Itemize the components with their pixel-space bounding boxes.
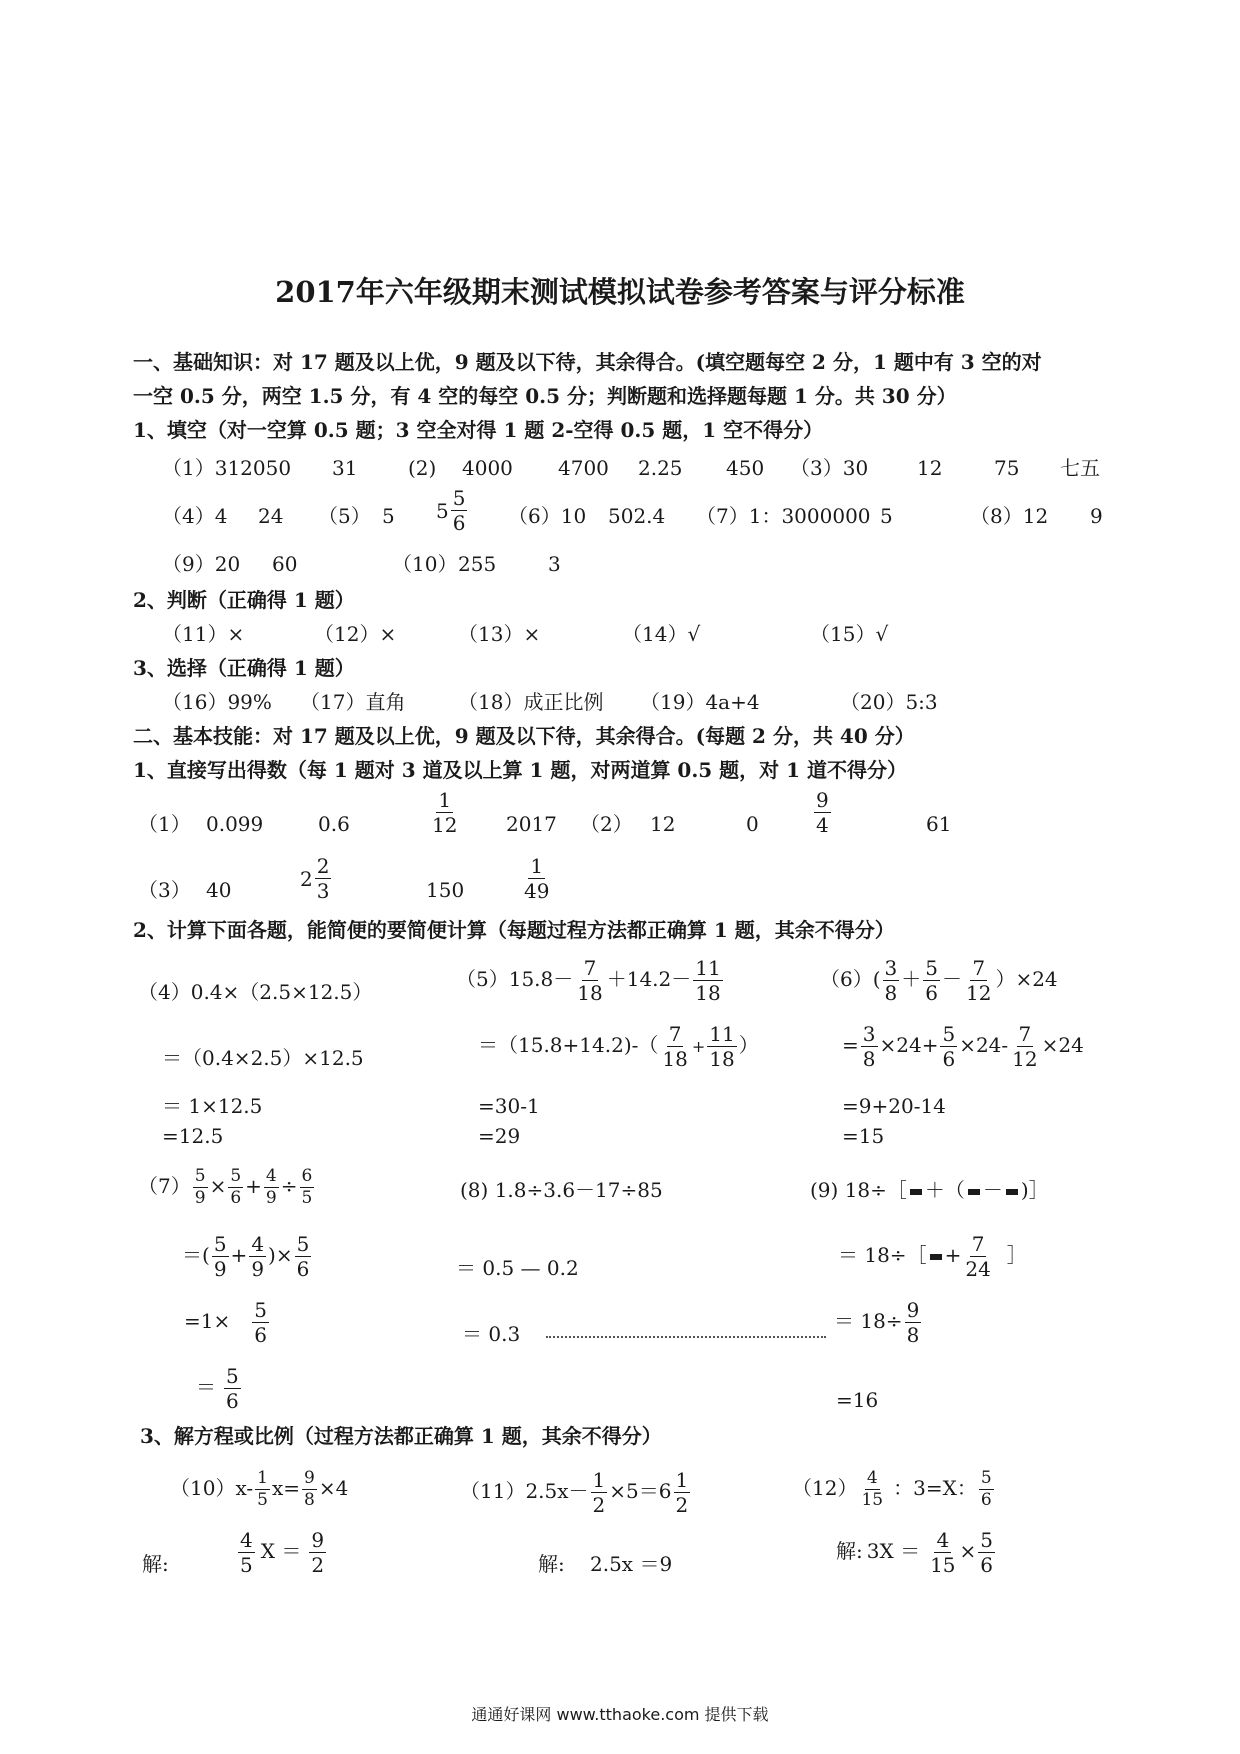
- choice-answer: （16）99%: [162, 690, 272, 714]
- judge-answer: （14）√: [622, 622, 701, 646]
- calculation-heading: 2、计算下面各题，能简便的要简便计算（每题过程方法都正确算 1 题，其余不得分）: [133, 918, 895, 942]
- problem-4-step: ＝（0.4×2.5）×12.5: [162, 1046, 364, 1070]
- fill-answer: （7）1：3000000: [696, 504, 871, 528]
- fill-answer: 12: [917, 456, 943, 480]
- fill-answer: （9）20: [162, 552, 241, 576]
- problem-10-step: $\frac{4}{5}$ X ＝ $\frac{9}{2}$: [240, 1528, 325, 1577]
- problem-11-step: 2.5x ＝9: [590, 1552, 673, 1576]
- judge-answer: （15）√: [810, 622, 889, 646]
- section1-heading-line1: 一、基础知识：对 17 题及以上优，9 题及以下待，其余得合。(填空题每空 2 分，1 题中有 3 空的对: [133, 350, 1042, 374]
- fill-answer: 255: [458, 552, 497, 576]
- equation-heading: 3、解方程或比例（过程方法都正确算 1 题，其余不得分）: [140, 1424, 662, 1448]
- direct-answer: （2）: [580, 812, 633, 836]
- fill-answer: 七五: [1060, 456, 1100, 480]
- problem-5-step: =29: [478, 1124, 521, 1148]
- fill-answer: 450: [726, 456, 765, 480]
- page-title: 2017年六年级期末测试模拟试卷参考答案与评分标准: [275, 275, 965, 309]
- fill-answer: （3）30: [790, 456, 869, 480]
- problem-8-step: ＝ 0.5 — 0.2: [456, 1256, 579, 1280]
- problem-10-solution-label: 解:: [142, 1552, 169, 1576]
- problem-12: （12） $\frac{4}{15}$ ：3=X： $\frac{5}{6}$: [792, 1468, 992, 1510]
- fill-answer: 5: [880, 504, 893, 528]
- fill-answer: 3: [548, 552, 561, 576]
- problem-4: （4）0.4×（2.5×12.5）: [138, 980, 373, 1004]
- problem-7-step: ＝( $\frac{5}{9}$ + $\frac{4}{9}$ )× $\frac{5}{6}$: [182, 1232, 310, 1281]
- section2-heading: 二、基本技能：对 17 题及以上优，9 题及以下待，其余得合。(每题 2 分，共 40 分）: [133, 724, 915, 748]
- problem-4-step: =12.5: [162, 1124, 224, 1148]
- judge-heading: 2、判断（正确得 1 题）: [133, 588, 355, 612]
- direct-answer-fraction: $\frac{1}{12}$: [432, 788, 458, 837]
- problem-6-step: =9+20-14: [842, 1094, 946, 1118]
- fill-answer: 2.25: [638, 456, 683, 480]
- problem-4-step: ＝ 1×12.5: [162, 1094, 263, 1118]
- problem-9-step: ＝ 18÷［ + $\frac{7}{24}$ ］: [838, 1232, 1027, 1281]
- problem-7-step: =1× $\frac{5}{6}$: [184, 1298, 267, 1347]
- direct-answer: 0.099: [206, 812, 264, 836]
- direct-answer: 150: [426, 878, 465, 902]
- problem-9: (9) 18÷［ ＋（ － )］: [810, 1178, 1049, 1202]
- direct-answer-heading: 1、直接写出得数（每 1 题对 3 道及以上算 1 题，对两道算 0.5 题，对 1 道不得分）: [133, 758, 908, 782]
- fill-answer: （5）: [318, 504, 371, 528]
- fill-answer: 9: [1090, 504, 1103, 528]
- fill-answer: 502.4: [608, 504, 666, 528]
- choice-answer: （17）直角: [300, 690, 406, 714]
- judge-answer: （12）×: [314, 622, 397, 646]
- problem-11: （11）2.5x－ $\frac{1}{2}$ ×5＝6 $\frac{1}{2}$: [460, 1468, 689, 1517]
- problem-12-step: 解: 3X ＝ $\frac{4}{15}$ × $\frac{5}{6}$: [836, 1528, 994, 1577]
- choice-heading: 3、选择（正确得 1 题）: [133, 656, 355, 680]
- fill-answer: （4）4: [162, 504, 228, 528]
- mixed-number: 5 $\frac{5}{6}$: [436, 486, 466, 535]
- direct-answer: （3）: [138, 878, 191, 902]
- problem-6-step: =15: [842, 1124, 885, 1148]
- direct-answer: （1）: [138, 812, 191, 836]
- section1-heading-line2: 一空 0.5 分，两空 1.5 分，有 4 空的每空 0.5 分；判断题和选择题每题 1 分。共 30 分）: [133, 384, 957, 408]
- fill-blank-heading: 1、填空（对一空算 0.5 题；3 空全对得 1 题 2-空得 0.5 题，1 空不得分）: [133, 418, 824, 442]
- judge-answer: （11）×: [162, 622, 245, 646]
- problem-9-step: ＝ 18÷ $\frac{9}{8}$: [834, 1298, 920, 1347]
- problem-5-step: ＝（15.8+14.2)-（ $\frac{7}{18}$ + $\frac{11}{18}$ ）: [478, 1022, 759, 1071]
- illegible-fraction: [910, 1189, 922, 1195]
- direct-answer: 12: [650, 812, 676, 836]
- footer-credit: 通通好课网 www.tthaoke.com 提供下载: [471, 1705, 769, 1724]
- fill-answer: （6）10: [508, 504, 587, 528]
- problem-11-solution-label: 解:: [538, 1552, 565, 1576]
- illegible-fraction: [968, 1189, 980, 1195]
- choice-answer: （20）5:3: [840, 690, 938, 714]
- fill-answer: 60: [272, 552, 298, 576]
- fill-answer: 24: [258, 504, 284, 528]
- problem-6-step: = $\frac{3}{8}$ ×24+ $\frac{5}{6}$ ×24- $\frac{7}{12}$ ×24: [842, 1022, 1084, 1071]
- fill-answer: 75: [994, 456, 1020, 480]
- problem-7-step: ＝ $\frac{5}{6}$: [196, 1364, 239, 1413]
- fill-answer: 4700: [558, 456, 609, 480]
- direct-answer: 0: [746, 812, 759, 836]
- mixed-number: 2 $\frac{2}{3}$: [300, 854, 330, 903]
- problem-5-step: =30-1: [478, 1094, 540, 1118]
- dotted-leader: [546, 1336, 826, 1338]
- fill-answer: (2): [408, 456, 437, 480]
- problem-8-step: ＝ 0.3: [462, 1322, 521, 1346]
- direct-answer: 40: [206, 878, 232, 902]
- fill-answer: 5: [382, 504, 395, 528]
- direct-answer-fraction: $\frac{9}{4}$: [816, 788, 829, 837]
- direct-answer: 2017: [506, 812, 557, 836]
- problem-10: （10）x- $\frac{1}{5}$ x= $\frac{9}{8}$ ×4: [170, 1468, 349, 1510]
- illegible-fraction: [1006, 1189, 1018, 1195]
- choice-answer: （19）4a+4: [640, 690, 760, 714]
- direct-answer-fraction: $\frac{1}{49}$: [524, 854, 550, 903]
- fill-answer: 31: [332, 456, 358, 480]
- fill-answer: （1）312050: [162, 456, 292, 480]
- direct-answer: 61: [926, 812, 952, 836]
- fill-answer: （10）: [392, 552, 458, 576]
- judge-answer: （13）×: [458, 622, 541, 646]
- direct-answer: 0.6: [318, 812, 350, 836]
- choice-answer: （18）成正比例: [458, 690, 604, 714]
- problem-8: (8) 1.8÷3.6－17÷85: [460, 1178, 663, 1202]
- problem-7: （7） $\frac{5}{9}$ × $\frac{5}{6}$ + $\frac{4}{9}$ ÷ $\frac{6}{5}$: [138, 1166, 313, 1208]
- fill-answer: （8）12: [970, 504, 1049, 528]
- problem-5: （5）15.8－ $\frac{7}{18}$ ＋14.2－ $\frac{11}{18}$: [456, 956, 721, 1005]
- illegible-fraction: [930, 1254, 942, 1260]
- problem-6: （6）( $\frac{3}{8}$ ＋ $\frac{5}{6}$ － $\frac{7}{12}$ ）×24: [820, 956, 1058, 1005]
- problem-9-step: =16: [836, 1388, 879, 1412]
- fill-answer: 4000: [462, 456, 513, 480]
